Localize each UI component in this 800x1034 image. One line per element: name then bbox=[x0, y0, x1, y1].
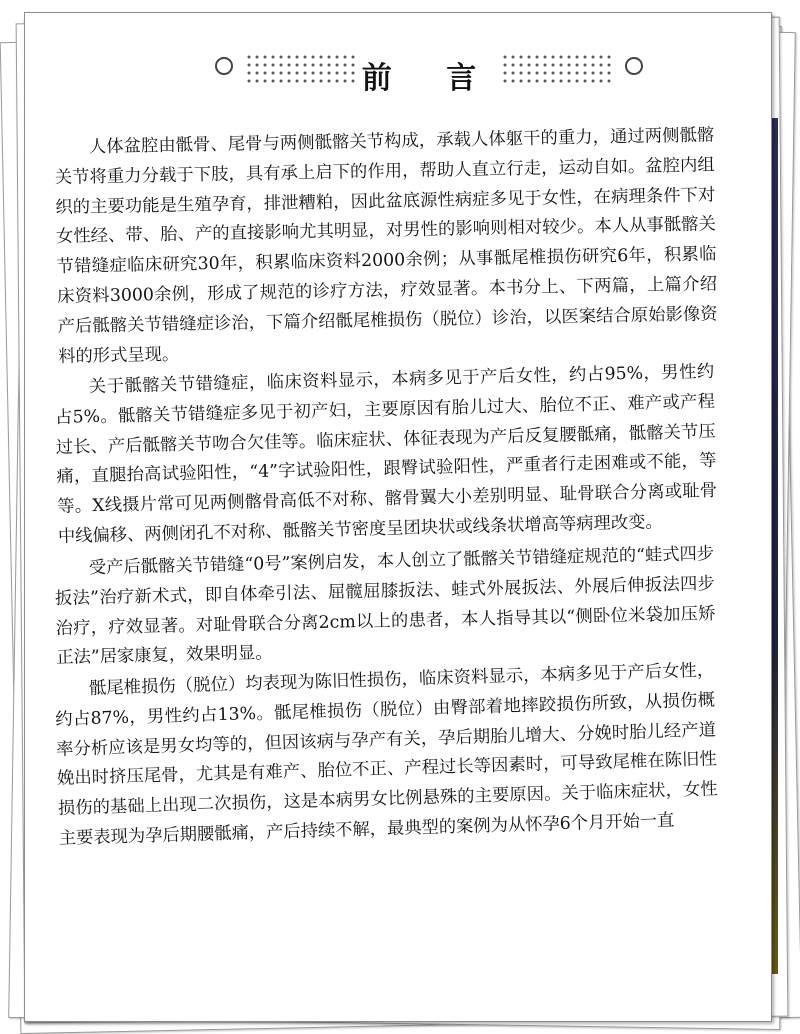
paragraph: 骶尾椎损伤（脱位）均表现为陈旧性损伤，临床资料显示，本病多见于产后女性，约占87%，男性约占13%。骶尾椎损伤（脱位）由臀部着地摔跤损伤所致，从损伤概率分析应该是男女均等的，但因该病与孕产有关，孕后期胎儿增大、分娩时胎儿经产道娩出时挤压尾骨，尤其是有难产、胎位不正、产程过长等因素时，可导致尾椎在陈旧性损伤的基础上出现二次损伤，这是本病男女比例悬殊的主要原因。关于临床症状，女性主要表现为孕后期腰骶痛，产后持续不解，最典型的案例为从怀孕6个月开始一直 bbox=[55, 660, 718, 850]
body-text bbox=[54, 125, 718, 855]
paragraph: 人体盆腔由骶骨、尾骨与两侧骶髂关节构成，承载人体躯干的重力，通过两侧骶髂关节将重力分载于下肢，具有承上启下的作用，帮助人直立行走，运动自如。盆腔内组织的主要功能是生殖孕育，排泄糟粕，因此盆底源性病症多见于女性，在病理条件下对女性经、带、胎、产的直接影响尤其明显，对男性的影响则相对较少。本人从事骶髂关节错缝症临床研究30年，积累临床资料2000余例；从事骶尾椎损伤研究6年，积累临床资料3000余例，形成了规范的诊疗方法，疗效显著。本书分上、下两篇，上篇介绍产后骶髂关节错缝症诊治，下篇介绍骶尾椎损伤（脱位）诊治，以医案结合原始影像资料的形式呈现。 bbox=[54, 125, 718, 367]
binder-hole-icon bbox=[215, 57, 233, 75]
page-header bbox=[25, 49, 771, 109]
binder-hole-icon bbox=[625, 57, 643, 75]
dot-pattern-left bbox=[245, 53, 355, 83]
paragraph: 受产后骶髂关节错缝“0号”案例启发，本人创立了骶髂关节错缝症规范的“蛙式四步扳法”治疗新术式，即自体牵引法、屈髋屈膝扳法、蛙式外展扳法、外展后伸扳法四步治疗，疗效显著。对耻骨联合分离2cm以上的患者，本人指导其以“侧卧位米袋加压矫正法”居家康复，效果明显。 bbox=[54, 544, 716, 669]
paragraph: 关于骶髂关节错缝症，临床资料显示，本病多见于产后女性，约占95%，男性约占5%。骶髂关节错缝症多见于初产妇，主要原因有胎儿过大、胎位不正、难产或产程过长、产后骶髂关节吻合欠佳等。临床症状、体征表现为产后反复腰骶痛，骶髂关节压痛，直腿抬高试验阳性，“4”字试验阳性，跟臀试验阳性，严重者行走困难或不能，等等。X线摄片常可见两侧髂骨高低不对称、髂骨翼大小差别明显、耻骨联合分离或耻骨中线偏移、两侧闭孔不对称、骶髂关节密度呈团块状或线条状增高等病理改变。 bbox=[54, 362, 718, 548]
page-title: 前 言 bbox=[361, 61, 499, 96]
dot-pattern-right bbox=[501, 53, 611, 83]
